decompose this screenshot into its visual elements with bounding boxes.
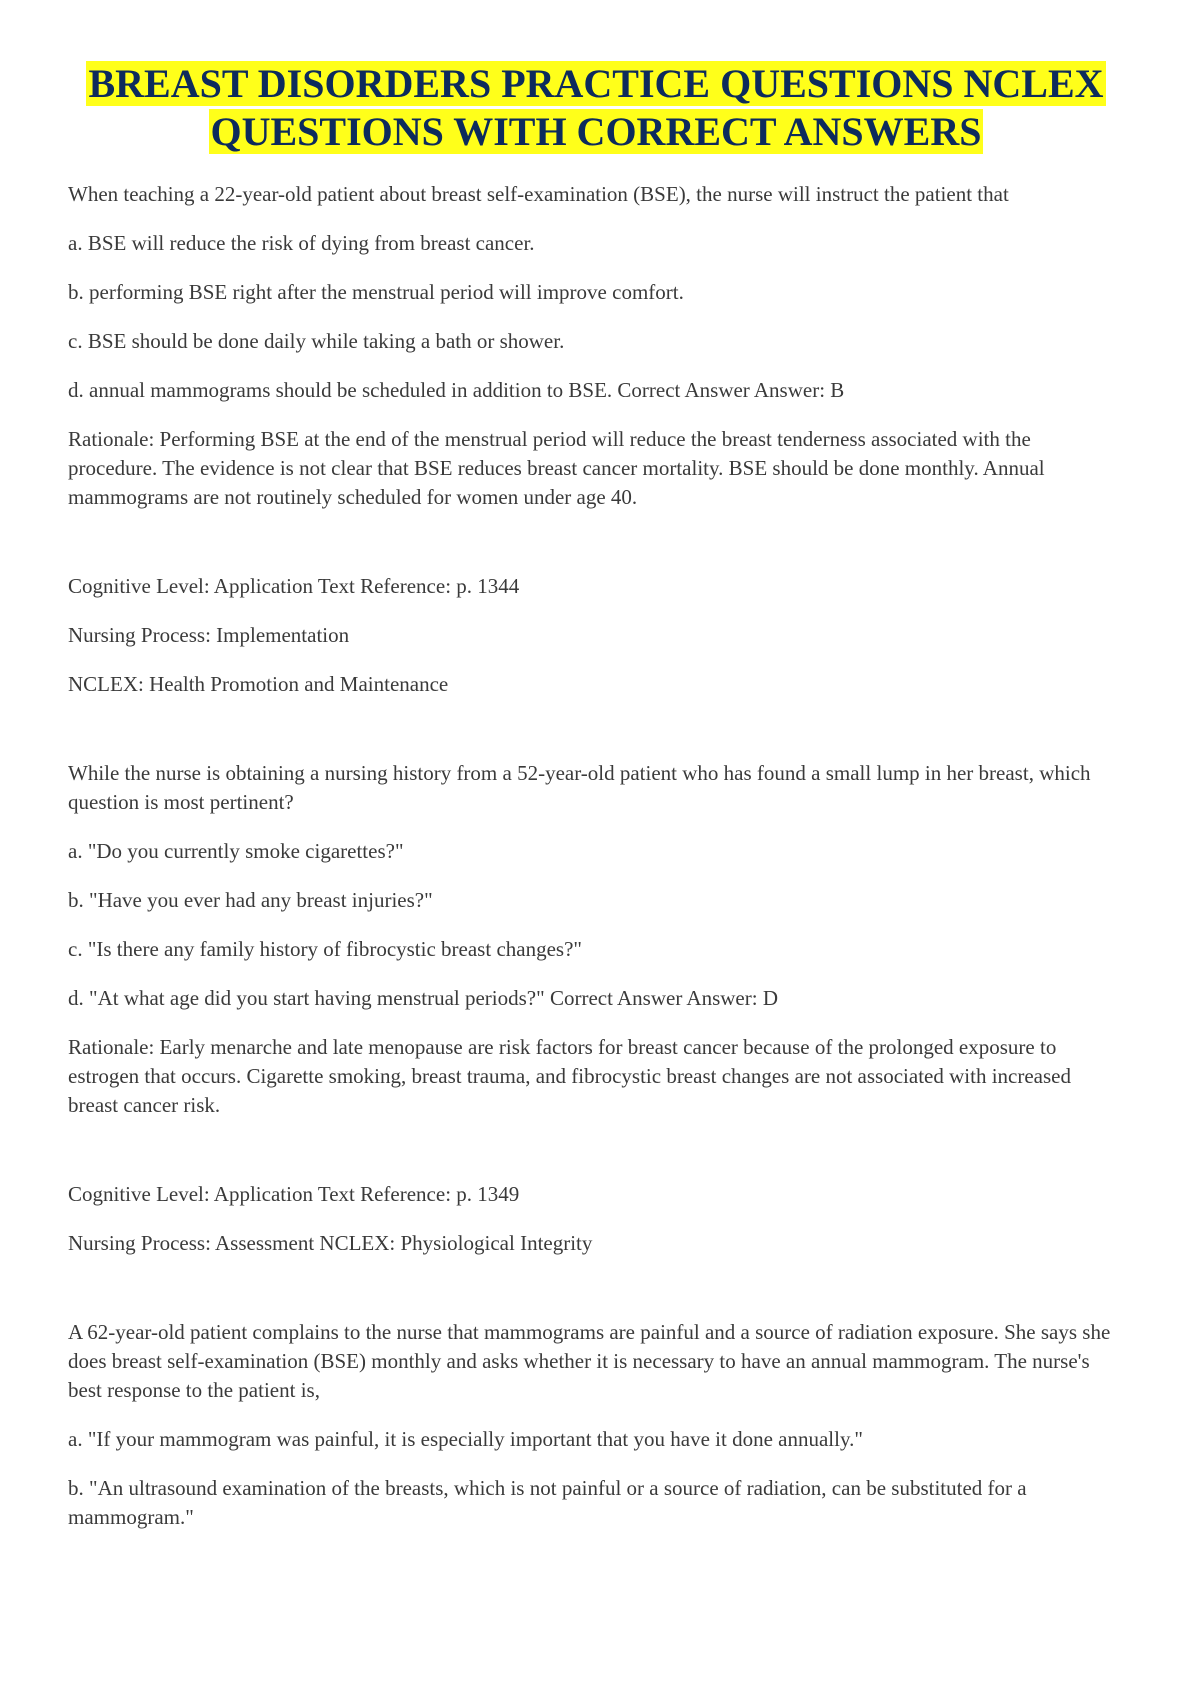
question-2-option-a: a. "Do you currently smoke cigarettes?" — [68, 839, 404, 863]
title-line-2: QUESTIONS WITH CORRECT ANSWERS — [210, 109, 982, 154]
question-2-nursing-process: Nursing Process: Assessment NCLEX: Physiological Integrity — [68, 1231, 593, 1255]
question-1-option-a: a. BSE will reduce the risk of dying from breast cancer. — [68, 231, 535, 255]
question-1-nursing-process: Nursing Process: Implementation — [68, 623, 350, 647]
question-2-option-d: d. "At what age did you start having menstrual periods?" Correct Answer Answer: D — [68, 986, 778, 1010]
title-line-1: BREAST DISORDERS PRACTICE QUESTIONS NCLEX — [88, 61, 1104, 106]
question-3-option-a: a. "If your mammogram was painful, it is especially important that you have it done annually." — [68, 1427, 863, 1451]
document-page — [68, 60, 1124, 1552]
question-1-cognitive-level: Cognitive Level: Application Text Reference: p. 1344 — [68, 574, 520, 598]
question-1-option-b: b. performing BSE right after the menstrual period will improve comfort. — [68, 280, 684, 304]
spacer — [68, 1278, 1124, 1318]
question-3-option-b: b. "An ultrasound examination of the breasts, which is not painful or a source of radiation, can be substituted for a mammogram." — [68, 1476, 1027, 1529]
document-title — [68, 60, 1124, 156]
question-2-option-c: c. "Is there any family history of fibrocystic breast changes?" — [68, 937, 582, 961]
question-2-rationale: Rationale: Early menarche and late menopause are risk factors for breast cancer because of the prolonged exposure to estrogen that occurs. Cigarette smoking, breast trauma, and fibrocystic breast changes are not associated with increased breast cancer risk. — [68, 1035, 1071, 1117]
question-1-nclex: NCLEX: Health Promotion and Maintenance — [68, 672, 449, 696]
question-1-rationale: Rationale: Performing BSE at the end of the menstrual period will reduce the breast tenderness associated with the procedure. The evidence is not clear that BSE reduces breast cancer mortality. BSE should be done monthly. Annual mammograms are not routinely scheduled for women under age 40. — [68, 427, 1045, 509]
question-2-cognitive-level: Cognitive Level: Application Text Reference: p. 1349 — [68, 1182, 520, 1206]
question-2-stem: While the nurse is obtaining a nursing history from a 52-year-old patient who has found a small lump in her breast, which question is most pertinent? — [68, 761, 1091, 814]
question-2-option-b: b. "Have you ever had any breast injuries?" — [68, 888, 433, 912]
question-1-option-d: d. annual mammograms should be scheduled in addition to BSE. Correct Answer Answer: B — [68, 378, 845, 402]
question-1-option-c: c. BSE should be done daily while taking a bath or shower. — [68, 329, 565, 353]
question-1-stem: When teaching a 22-year-old patient about breast self-examination (BSE), the nurse will instruct the patient that — [68, 182, 1009, 206]
spacer — [68, 532, 1124, 572]
question-3-stem: A 62-year-old patient complains to the nurse that mammograms are painful and a source of radiation exposure. She says she does breast self-examination (BSE) monthly and asks whether it is necessary to have an annual mammogram. The nurse's best response to the patient is, — [68, 1320, 1111, 1402]
spacer — [68, 719, 1124, 759]
spacer — [68, 1140, 1124, 1180]
